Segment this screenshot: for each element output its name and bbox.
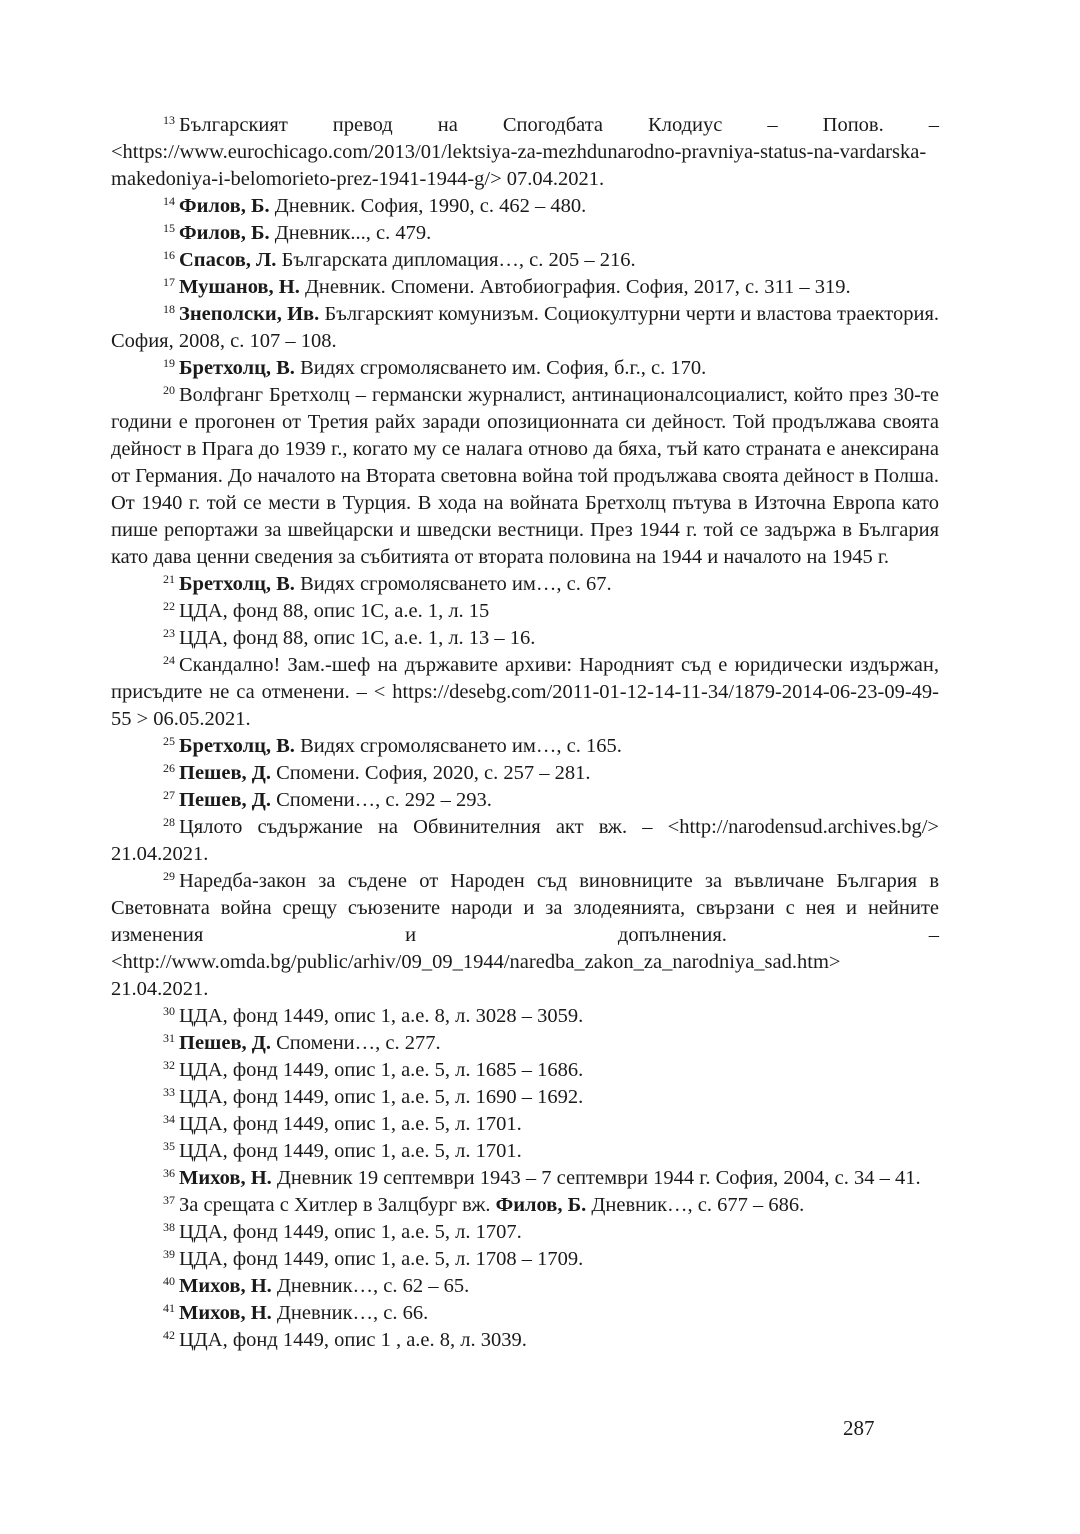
footnote-35	[111, 1138, 939, 1165]
footnote-number: 26	[163, 761, 175, 775]
footnote-text: Наредба-закон за съдене от Народен съд виновниците за въвличане България в Световната война срещу съюзените народи и за злодеянията, свързани с нея и нейните изменения и допълнения. – <http://www.omda.bg/public/arhiv/09_09_1944/naredba_zakon_za_narodniya_sad.htm> 21.04.2021.	[111, 870, 939, 1000]
footnote-33	[111, 1084, 939, 1111]
footnote-31	[111, 1030, 939, 1057]
footnote-number: 29	[163, 869, 175, 883]
footnote-number: 17	[163, 275, 175, 289]
footnote-text: ЦДА, фонд 88, опис 1С, а.е. 1, л. 15	[179, 600, 490, 622]
footnote-text: Дневник 19 септември 1943 – 7 септември 1944 г. София, 2004, с. 34 – 41.	[271, 1167, 921, 1189]
footnote-text: Дневник. София, 1990, с. 462 – 480.	[269, 195, 587, 217]
footnote-24	[111, 652, 939, 733]
footnote-number: 32	[163, 1058, 175, 1072]
footnote-author: Филов, Б.	[179, 222, 270, 244]
footnote-number: 14	[163, 194, 175, 208]
footnote-text: ЦДА, фонд 1449, опис 1, а.е. 5, л. 1690 – 1692.	[179, 1086, 584, 1108]
footnote-number: 18	[163, 302, 175, 316]
footnote-14	[111, 193, 939, 220]
footnote-number: 23	[163, 626, 175, 640]
footnote-34	[111, 1111, 939, 1138]
footnote-author: Знеполски, Ив.	[179, 303, 320, 325]
footnote-text: Дневник..., с. 479.	[269, 222, 432, 244]
footnote-number: 34	[163, 1112, 175, 1126]
footnote-text: Българският превод на Спогодбата Клодиус – Попов. – <https://www.eurochicago.com/2013/01/lektsiya-za-mezhdunarodno-pravniya-status-na-vardarska-makedoniya-i-belomorieto-prez-1941-1944-g/> 07.04.2021.	[111, 114, 939, 190]
footnote-20	[111, 382, 939, 571]
footnote-26	[111, 760, 939, 787]
footnote-text: ЦДА, фонд 1449, опис 1, а.е. 5, л. 1701.	[179, 1113, 522, 1135]
footnotes-list	[111, 112, 939, 1354]
footnote-text: Видях сгромолясването им. София, б.г., с. 170.	[294, 357, 707, 379]
footnote-number: 16	[163, 248, 175, 262]
footnote-text: ЦДА, фонд 88, опис 1С, а.е. 1, л. 13 – 16.	[179, 627, 536, 649]
footnote-number: 15	[163, 221, 175, 235]
footnote-number: 27	[163, 788, 175, 802]
footnote-author: Пешев, Д.	[179, 1032, 271, 1054]
footnote-text: Българският комунизъм. Социокултурни черти и властова траектория. София, 2008, с. 107 – 108.	[111, 303, 939, 352]
footnote-text: ЦДА, фонд 1449, опис 1, а.е. 5, л. 1708 – 1709.	[179, 1248, 584, 1270]
footnote-number: 13	[163, 113, 175, 127]
footnote-number: 36	[163, 1166, 175, 1180]
footnote-39	[111, 1246, 939, 1273]
footnote-37	[111, 1192, 939, 1219]
footnote-22	[111, 598, 939, 625]
footnote-text: Видях сгромолясването им…, с. 165.	[294, 735, 622, 757]
footnote-text: Цялото съдържание на Обвинителния акт вж. – <http://narodensud.archives.bg/> 21.04.2021.	[111, 816, 939, 865]
footnote-42	[111, 1327, 939, 1354]
footnote-number: 21	[163, 572, 175, 586]
footnote-number: 28	[163, 815, 175, 829]
footnote-text: Българската дипломация…, с. 205 – 216.	[276, 249, 636, 271]
footnote-29	[111, 868, 939, 1003]
footnote-author: Михов, Н.	[179, 1167, 272, 1189]
footnote-19	[111, 355, 939, 382]
footnote-text: Дневник…, с. 677 – 686.	[586, 1194, 805, 1216]
footnote-text: ЦДА, фонд 1449, опис 1, а.е. 5, л. 1701.	[179, 1140, 522, 1162]
footnote-text: Скандално! Зам.-шеф на държавите архиви: Народният съд е юридически издържан, присъдите не са отменени. – < https://desebg.com/2011-01-12-14-11-34/1879-2014-06-23-09-49-55 > 06.05.2021.	[111, 654, 939, 730]
footnote-number: 35	[163, 1139, 175, 1153]
footnote-number: 22	[163, 599, 175, 613]
footnote-17	[111, 274, 939, 301]
footnote-number: 39	[163, 1247, 175, 1261]
footnote-41	[111, 1300, 939, 1327]
footnote-number: 33	[163, 1085, 175, 1099]
footnote-number: 42	[163, 1328, 175, 1342]
footnote-author: Филов, Б.	[179, 195, 270, 217]
footnote-number: 20	[163, 383, 175, 397]
footnote-author: Пешев, Д.	[179, 762, 271, 784]
footnote-16	[111, 247, 939, 274]
footnote-author: Бретхолц, В.	[179, 735, 295, 757]
footnote-text: Дневник…, с. 62 – 65.	[271, 1275, 470, 1297]
footnote-text: ЦДА, фонд 1449, опис 1, а.е. 8, л. 3028 – 3059.	[179, 1005, 584, 1027]
footnote-prefix-text: За срещата с Хитлер в Залцбург вж.	[179, 1194, 496, 1216]
footnote-author: Бретхолц, В.	[179, 573, 295, 595]
footnote-number: 25	[163, 734, 175, 748]
footnote-text: Спомени. София, 2020, с. 257 – 281.	[271, 762, 591, 784]
footnote-author: Спасов, Л.	[179, 249, 277, 271]
footnote-author: Бретхолц, В.	[179, 357, 295, 379]
footnote-author: Пешев, Д.	[179, 789, 271, 811]
footnote-number: 37	[163, 1193, 175, 1207]
footnote-text: Дневник…, с. 66.	[271, 1302, 429, 1324]
footnote-36	[111, 1165, 939, 1192]
footnote-text: Дневник. Спомени. Автобиография. София, 2017, с. 311 – 319.	[299, 276, 851, 298]
footnote-number: 41	[163, 1301, 175, 1315]
page-number: 287	[843, 1416, 875, 1440]
footnote-27	[111, 787, 939, 814]
footnote-text: ЦДА, фонд 1449, опис 1 , а.е. 8, л. 3039.	[179, 1329, 527, 1351]
footnote-author: Филов, Б.	[495, 1194, 587, 1216]
footnote-32	[111, 1057, 939, 1084]
footnote-23	[111, 625, 939, 652]
footnote-text: Волфганг Бретхолц – германски журналист, антинационалсоциалист, който през 30-те години е прогонен от Третия райх заради опозиционната си дейност. Той продължава своята дейност в Прага до 1939 г., когато му се налага отново да бяха, тъй като страната е анексирана от Германия. До началото на Втората световна война той продължава своята дейност в Полша. От 1940 г. той се мести в Турция. В хода на войната Бретхолц пътува в Източна Европа като пише репортажи за швейцарски и шведски вестници. През 1944 г. той се задържа в България като дава ценни сведения за събитията от втората половина на 1944 и началото на 1945 г.	[111, 384, 939, 568]
footnote-38	[111, 1219, 939, 1246]
footnote-number: 40	[163, 1274, 175, 1288]
footnote-28	[111, 814, 939, 868]
footnote-21	[111, 571, 939, 598]
footnote-number: 30	[163, 1004, 175, 1018]
footnote-30	[111, 1003, 939, 1030]
footnote-text: Спомени…, с. 292 – 293.	[271, 789, 492, 811]
footnote-text: ЦДА, фонд 1449, опис 1, а.е. 5, л. 1707.	[179, 1221, 522, 1243]
footnote-18	[111, 301, 939, 355]
footnote-15	[111, 220, 939, 247]
footnote-author: Михов, Н.	[179, 1302, 272, 1324]
footnote-text: Спомени…, с. 277.	[271, 1032, 441, 1054]
footnote-25	[111, 733, 939, 760]
footnote-author: Мушанов, Н.	[179, 276, 300, 298]
footnote-text: ЦДА, фонд 1449, опис 1, а.е. 5, л. 1685 – 1686.	[179, 1059, 584, 1081]
footnote-number: 24	[163, 653, 175, 667]
footnote-author: Михов, Н.	[179, 1275, 272, 1297]
footnote-number: 38	[163, 1220, 175, 1234]
footnote-number: 19	[163, 356, 175, 370]
footnote-13	[111, 112, 939, 193]
footnote-40	[111, 1273, 939, 1300]
footnote-number: 31	[163, 1031, 175, 1045]
footnote-text: Видях сгромолясването им…, с. 67.	[294, 573, 612, 595]
